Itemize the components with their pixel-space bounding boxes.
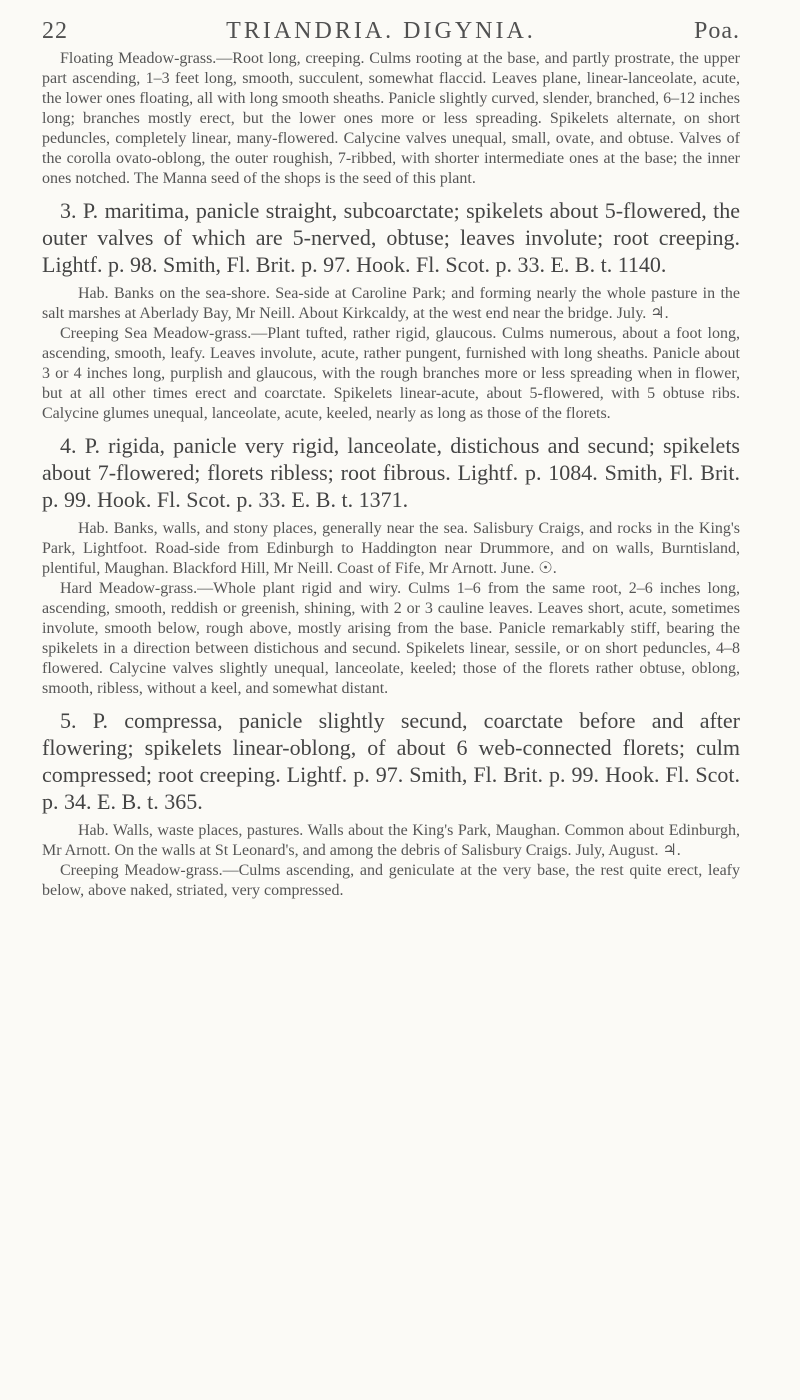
p-maritima-description: Creeping Sea Meadow-grass.—Plant tufted, rather rigid, glaucous. Culms numerous, about a foot long, ascending, smooth, leafy. Leaves involute, acute, rather pungent, furnished with long sheaths. Panicle about 3 or 4 inches long, purplish and glaucous, with the rough branches more or less spreading when in flower, but at all other times erect and coarctate. Spikelets linear-acute, about 5-flowered, with 5 obtuse ribs. Calycine glumes unequal, lanceolate, acute, keeled, nearly as long as those of the florets. [42, 325, 740, 422]
poa-fluitans-description: Floating Meadow-grass.—Root long, creeping. Culms rooting at the base, and partly prostrate, the upper part ascending, 1–3 feet long, smooth, succulent, somewhat flaccid. Leaves plane, linear-lanceolate, acute, the lower ones floating, all with long smooth sheaths. Panicle slightly curved, slender, branched, 6–12 inches long; branches mostly erect, but the lower ones more or less spreading. Spikelets alternate, on short peduncles, completely linear, many-flowered. Calycine valves unequal, small, ovate, and obtuse. Valves of the corolla ovato-oblong, the outer roughish, 7-ribbed, with shorter intermediate ones at the base; the inner ones notched. The Manna seed of the shops is the seed of this plant. [42, 50, 740, 187]
page-number: 22 [42, 18, 68, 44]
p-compressa-description: Creeping Meadow-grass.—Culms ascending, and geniculate at the very base, the rest quite erect, leafy below, above naked, striated, very compressed. [42, 862, 740, 899]
habitat-paragraph-p-compressa: Hab. Walls, waste places, pastures. Walls about the King's Park, Maughan. Common about Edinburgh, Mr Arnott. On the walls at St Leonard's, and among the debris of Salisbury Craigs. July, August. ♃. [42, 822, 740, 859]
p-rigida-description: Hard Meadow-grass.—Whole plant rigid and wiry. Culms 1–6 from the same root, 2–6 inches long, ascending, smooth, reddish or greenish, shining, with 2 or 3 cauline leaves. Leaves short, acute, sometimes involute, smooth below, rough above, mostly arising from the base. Panicle remarkably stiff, bearing the spikelets in a direction between distichous and secund. Spikelets linear, sessile, or on short peduncles, 4–8 flowered. Calycine valves slightly unequal, lanceolate, keeled; those of the florets rather obtuse, oblong, smooth, ribless, without a keel, and somewhat distant. [42, 580, 740, 697]
species-entry-p-compressa: 5. P. compressa, panicle slightly secund, coarctate before and after flowering; spikelets linear-oblong, of about 6 web-connected florets; culm compressed; root creeping. Lightf. p. 97. Smith, Fl. Brit. p. 99. Hook. Fl. Scot. p. 34. E. B. t. 365. [42, 708, 740, 814]
habitat-paragraph-p-maritima: Hab. Banks on the sea-shore. Sea-side at Caroline Park; and forming nearly the whole pasture in the salt marshes at Aberlady Bay, Mr Neill. About Kirkcaldy, at the west end near the bridge. July. ♃. [42, 285, 740, 322]
habitat-paragraph-p-rigida: Hab. Banks, walls, and stony places, generally near the sea. Salisbury Craigs, and rocks in the King's Park, Lightfoot. Road-side from Edinburgh to Haddington near Drummore, and on walls, Burntisland, plentiful, Maughan. Blackford Hill, Mr Neill. Coast of Fife, Mr Arnott. June. ☉. [42, 520, 740, 577]
species-entry-p-maritima: 3. P. maritima, panicle straight, subcoarctate; spikelets about 5-flowered, the outer valves of which are 5-nerved, obtuse; leaves involute; root creeping. Lightf. p. 98. Smith, Fl. Brit. p. 97. Hook. Fl. Scot. p. 33. E. B. t. 1140. [42, 198, 740, 277]
running-genus: Poa. [693, 18, 740, 44]
species-entry-p-rigida: 4. P. rigida, panicle very rigid, lanceolate, distichous and secund; spikelets about 7-flowered; florets ribless; root fibrous. Lightf. p. 1084. Smith, Fl. Brit. p. 99. Hook. Fl. Scot. p. 33. E. B. t. 1371. [42, 433, 740, 512]
running-header [42, 18, 740, 45]
running-title: TRIANDRIA. DIGYNIA. [226, 18, 536, 44]
